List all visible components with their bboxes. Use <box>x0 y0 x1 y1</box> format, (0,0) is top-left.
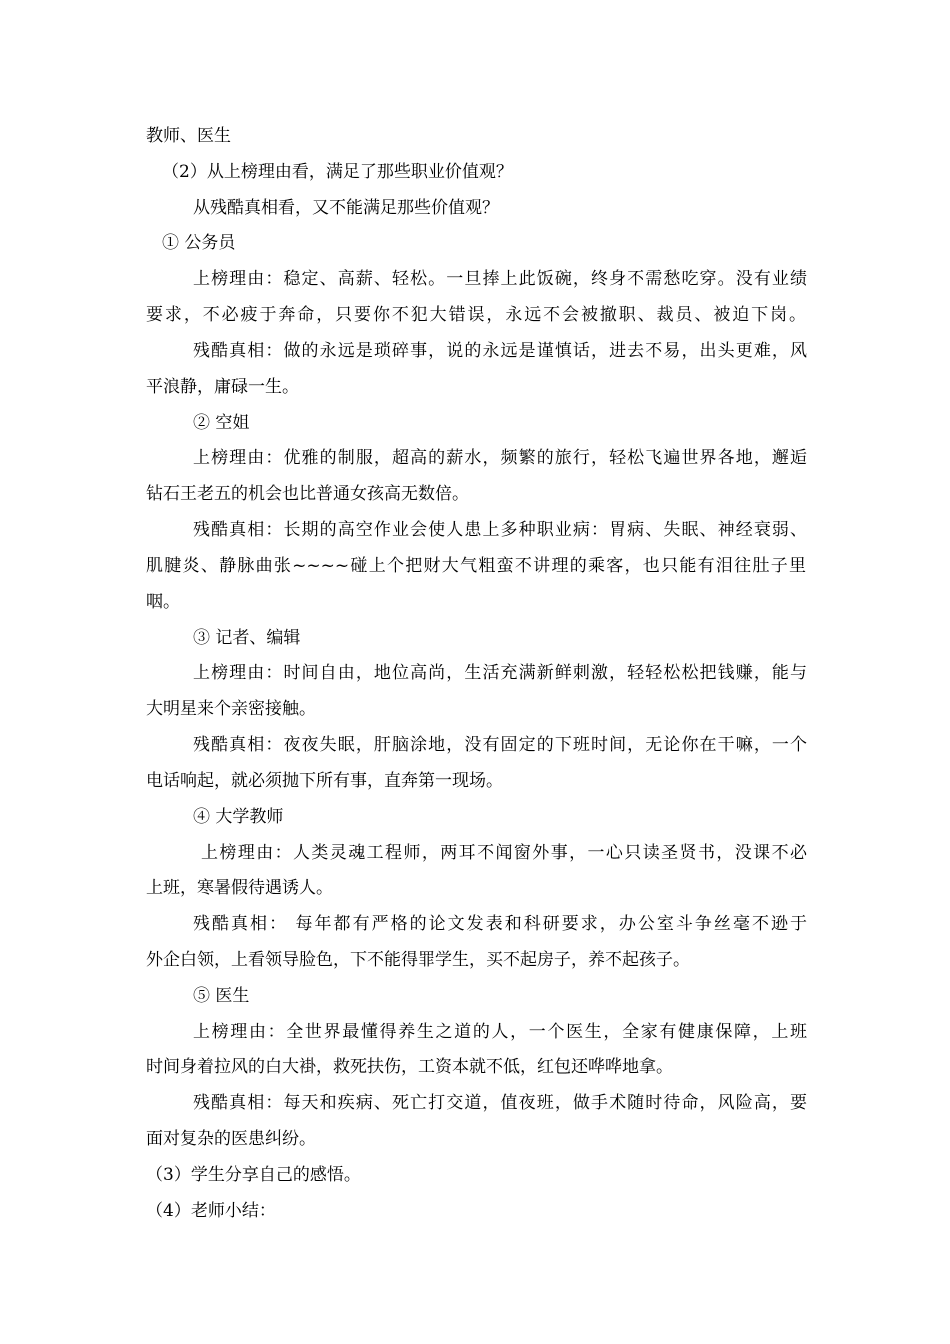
text-line: 残酷真相：夜夜失眠，肝脑涂地，没有固定的下班时间，无论你在干嘛，一个 <box>193 735 807 755</box>
section-heading: ④ 大学教师 <box>193 807 284 827</box>
text-line: 从残酷真相看，又不能满足那些价值观？ <box>193 198 499 218</box>
text-line: （3）学生分享自己的感悟。 <box>146 1165 361 1185</box>
text-line: 大明星来个亲密接触。 <box>146 699 316 719</box>
text-line: 残酷真相： 每年都有严格的论文发表和科研要求，办公室斗争丝毫不逊于 <box>193 914 807 934</box>
text-line: 上榜理由：人类灵魂工程师，两耳不闻窗外事，一心只读圣贤书，没课不必 <box>201 843 807 863</box>
text-line: 上榜理由：稳定、高薪、轻松。一旦捧上此饭碗，终身不需愁吃穿。没有业绩 <box>193 269 807 289</box>
text-line: 钻石王老五的机会也比普通女孩高无数倍。 <box>146 484 469 504</box>
text-line: 残酷真相：每天和疾病、死亡打交道，值夜班，做手术随时待命，风险高，要 <box>193 1093 807 1113</box>
section-heading: ⑤ 医生 <box>193 986 250 1006</box>
text-line: 上榜理由：优雅的制服，超高的薪水，频繁的旅行，轻松飞遍世界各地，邂逅 <box>193 448 807 468</box>
section-heading: ① 公务员 <box>162 233 236 253</box>
text-line: 面对复杂的医患纠纷。 <box>146 1129 316 1149</box>
text-line: 要求，不必疲于奔命，只要你不犯大错误，永远不会被撤职、裁员、被迫下岗。 <box>146 305 806 325</box>
text-line: 上榜理由：全世界最懂得养生之道的人，一个医生，全家有健康保障，上班 <box>193 1022 807 1042</box>
text-line: 肌腱炎、静脉曲张~~~~碰上个把财大气粗蛮不讲理的乘客，也只能有泪往肚子里 <box>146 556 806 576</box>
text-line: 电话响起，就必须抛下所有事，直奔第一现场。 <box>146 771 503 791</box>
text-line: 外企白领，上看领导脸色，下不能得罪学生，买不起房子，养不起孩子。 <box>146 950 690 970</box>
text-line: （2）从上榜理由看，满足了那些职业价值观？ <box>162 162 513 182</box>
text-line: 时间身着拉风的白大褂，救死扶伤，工资本就不低，红包还哗哗地拿。 <box>146 1057 673 1077</box>
text-line: 咽。 <box>146 592 180 612</box>
section-heading: ③ 记者、编辑 <box>193 628 301 648</box>
text-line: 残酷真相：长期的高空作业会使人患上多种职业病：胃病、失眠、神经衰弱、 <box>193 520 807 540</box>
text-line: 上榜理由：时间自由，地位高尚，生活充满新鲜刺激，轻轻松松把钱赚，能与 <box>193 663 807 683</box>
section-heading: ② 空姐 <box>193 413 250 433</box>
text-line: （4）老师小结： <box>146 1201 276 1221</box>
text-line: 上班，寒暑假待遇诱人。 <box>146 878 333 898</box>
text-line: 残酷真相：做的永远是琐碎事，说的永远是谨慎话，进去不易，出头更难，风 <box>193 341 807 361</box>
text-line: 平浪静，庸碌一生。 <box>146 377 299 397</box>
text-line: 教师、医生 <box>146 126 231 146</box>
